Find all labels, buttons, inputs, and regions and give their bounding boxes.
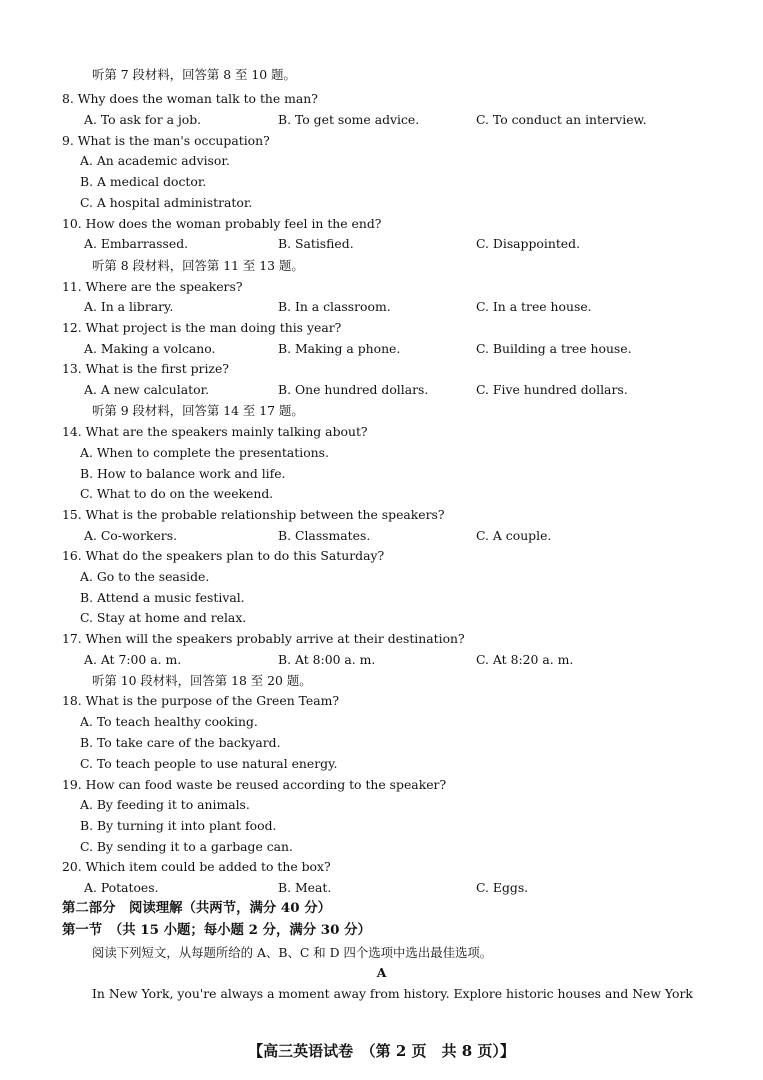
question-8-option-c: C. To conduct an interview.	[476, 112, 647, 127]
question-20-stem: 20. Which item could be added to the box?	[62, 859, 331, 874]
section-one-heading: 第一节 （共 15 小题；每小题 2 分，满分 30 分）	[62, 922, 371, 938]
section-intro-q18-20: 听第 10 段材料，回答第 18 至 20 题。	[92, 673, 312, 688]
question-16-option-b: B. Attend a music festival.	[80, 590, 245, 605]
question-16-option-a: A. Go to the seaside.	[80, 569, 210, 584]
question-14-option-c: C. What to do on the weekend.	[80, 486, 274, 501]
question-15-option-c: C. A couple.	[476, 528, 552, 543]
question-9-stem: 9. What is the man's occupation?	[62, 133, 270, 148]
reading-instructions: 阅读下列短文，从每题所给的 A、B、C 和 D 四个选项中选出最佳选项。	[92, 945, 493, 960]
question-12-option-b: B. Making a phone.	[278, 341, 401, 356]
question-11-stem: 11. Where are the speakers?	[62, 279, 243, 294]
section-intro-q11-13: 听第 8 段材料，回答第 11 至 13 题。	[92, 258, 304, 273]
question-17-stem: 17. When will the speakers probably arrive at their destination?	[62, 631, 465, 646]
passage-a-first-line: In New York, you're always a moment away from history. Explore historic houses and New York	[92, 986, 693, 1001]
question-16-stem: 16. What do the speakers plan to do this Saturday?	[62, 548, 385, 563]
question-19-option-a: A. By feeding it to animals.	[80, 797, 250, 812]
question-10-option-b: B. Satisfied.	[278, 236, 354, 251]
question-18-option-b: B. To take care of the backyard.	[80, 735, 281, 750]
question-20-option-c: C. Eggs.	[476, 880, 529, 895]
question-13-option-b: B. One hundred dollars.	[278, 382, 429, 397]
question-13-option-c: C. Five hundred dollars.	[476, 382, 628, 397]
part-two-heading: 第二部分 阅读理解（共两节，满分 40 分）	[62, 900, 331, 916]
question-15-option-a: A. Co-workers.	[84, 528, 178, 543]
question-18-stem: 18. What is the purpose of the Green Team?	[62, 693, 340, 708]
page-footer: 【高三英语试卷 （第 2 页 共 8 页）】	[248, 1042, 515, 1060]
question-13-stem: 13. What is the first prize?	[62, 361, 229, 376]
question-15-stem: 15. What is the probable relationship between the speakers?	[62, 507, 445, 522]
question-10-stem: 10. How does the woman probably feel in the end?	[62, 216, 382, 231]
question-19-stem: 19. How can food waste be reused according to the speaker?	[62, 777, 447, 792]
question-9-option-b: B. A medical doctor.	[80, 174, 207, 189]
question-18-option-a: A. To teach healthy cooking.	[80, 714, 258, 729]
question-8-option-b: B. To get some advice.	[278, 112, 420, 127]
question-20-option-b: B. Meat.	[278, 880, 332, 895]
section-intro-q8-10: 听第 7 段材料，回答第 8 至 10 题。	[92, 67, 296, 82]
question-17-option-c: C. At 8:20 a. m.	[476, 652, 574, 667]
question-8-stem: 8. Why does the woman talk to the man?	[62, 91, 318, 106]
question-8-option-a: A. To ask for a job.	[84, 112, 202, 127]
question-12-stem: 12. What project is the man doing this year?	[62, 320, 342, 335]
question-13-option-a: A. A new calculator.	[84, 382, 210, 397]
question-15-option-b: B. Classmates.	[278, 528, 371, 543]
question-17-option-b: B. At 8:00 a. m.	[278, 652, 376, 667]
question-17-option-a: A. At 7:00 a. m.	[84, 652, 182, 667]
question-11-option-a: A. In a library.	[84, 299, 174, 314]
question-12-option-c: C. Building a tree house.	[476, 341, 632, 356]
question-12-option-a: A. Making a volcano.	[84, 341, 216, 356]
question-9-option-a: A. An academic advisor.	[80, 153, 230, 168]
section-intro-q14-17: 听第 9 段材料，回答第 14 至 17 题。	[92, 403, 304, 418]
question-11-option-b: B. In a classroom.	[278, 299, 391, 314]
question-19-option-c: C. By sending it to a garbage can.	[80, 839, 293, 854]
question-10-option-a: A. Embarrassed.	[84, 236, 189, 251]
question-19-option-b: B. By turning it into plant food.	[80, 818, 277, 833]
question-14-stem: 14. What are the speakers mainly talking about?	[62, 424, 368, 439]
question-10-option-c: C. Disappointed.	[476, 236, 581, 251]
question-20-option-a: A. Potatoes.	[84, 880, 159, 895]
question-16-option-c: C. Stay at home and relax.	[80, 610, 247, 625]
question-11-option-c: C. In a tree house.	[476, 299, 592, 314]
question-9-option-c: C. A hospital administrator.	[80, 195, 253, 210]
question-14-option-b: B. How to balance work and life.	[80, 466, 286, 481]
question-14-option-a: A. When to complete the presentations.	[80, 445, 329, 460]
question-18-option-c: C. To teach people to use natural energy.	[80, 756, 338, 771]
passage-label: A	[376, 965, 387, 980]
